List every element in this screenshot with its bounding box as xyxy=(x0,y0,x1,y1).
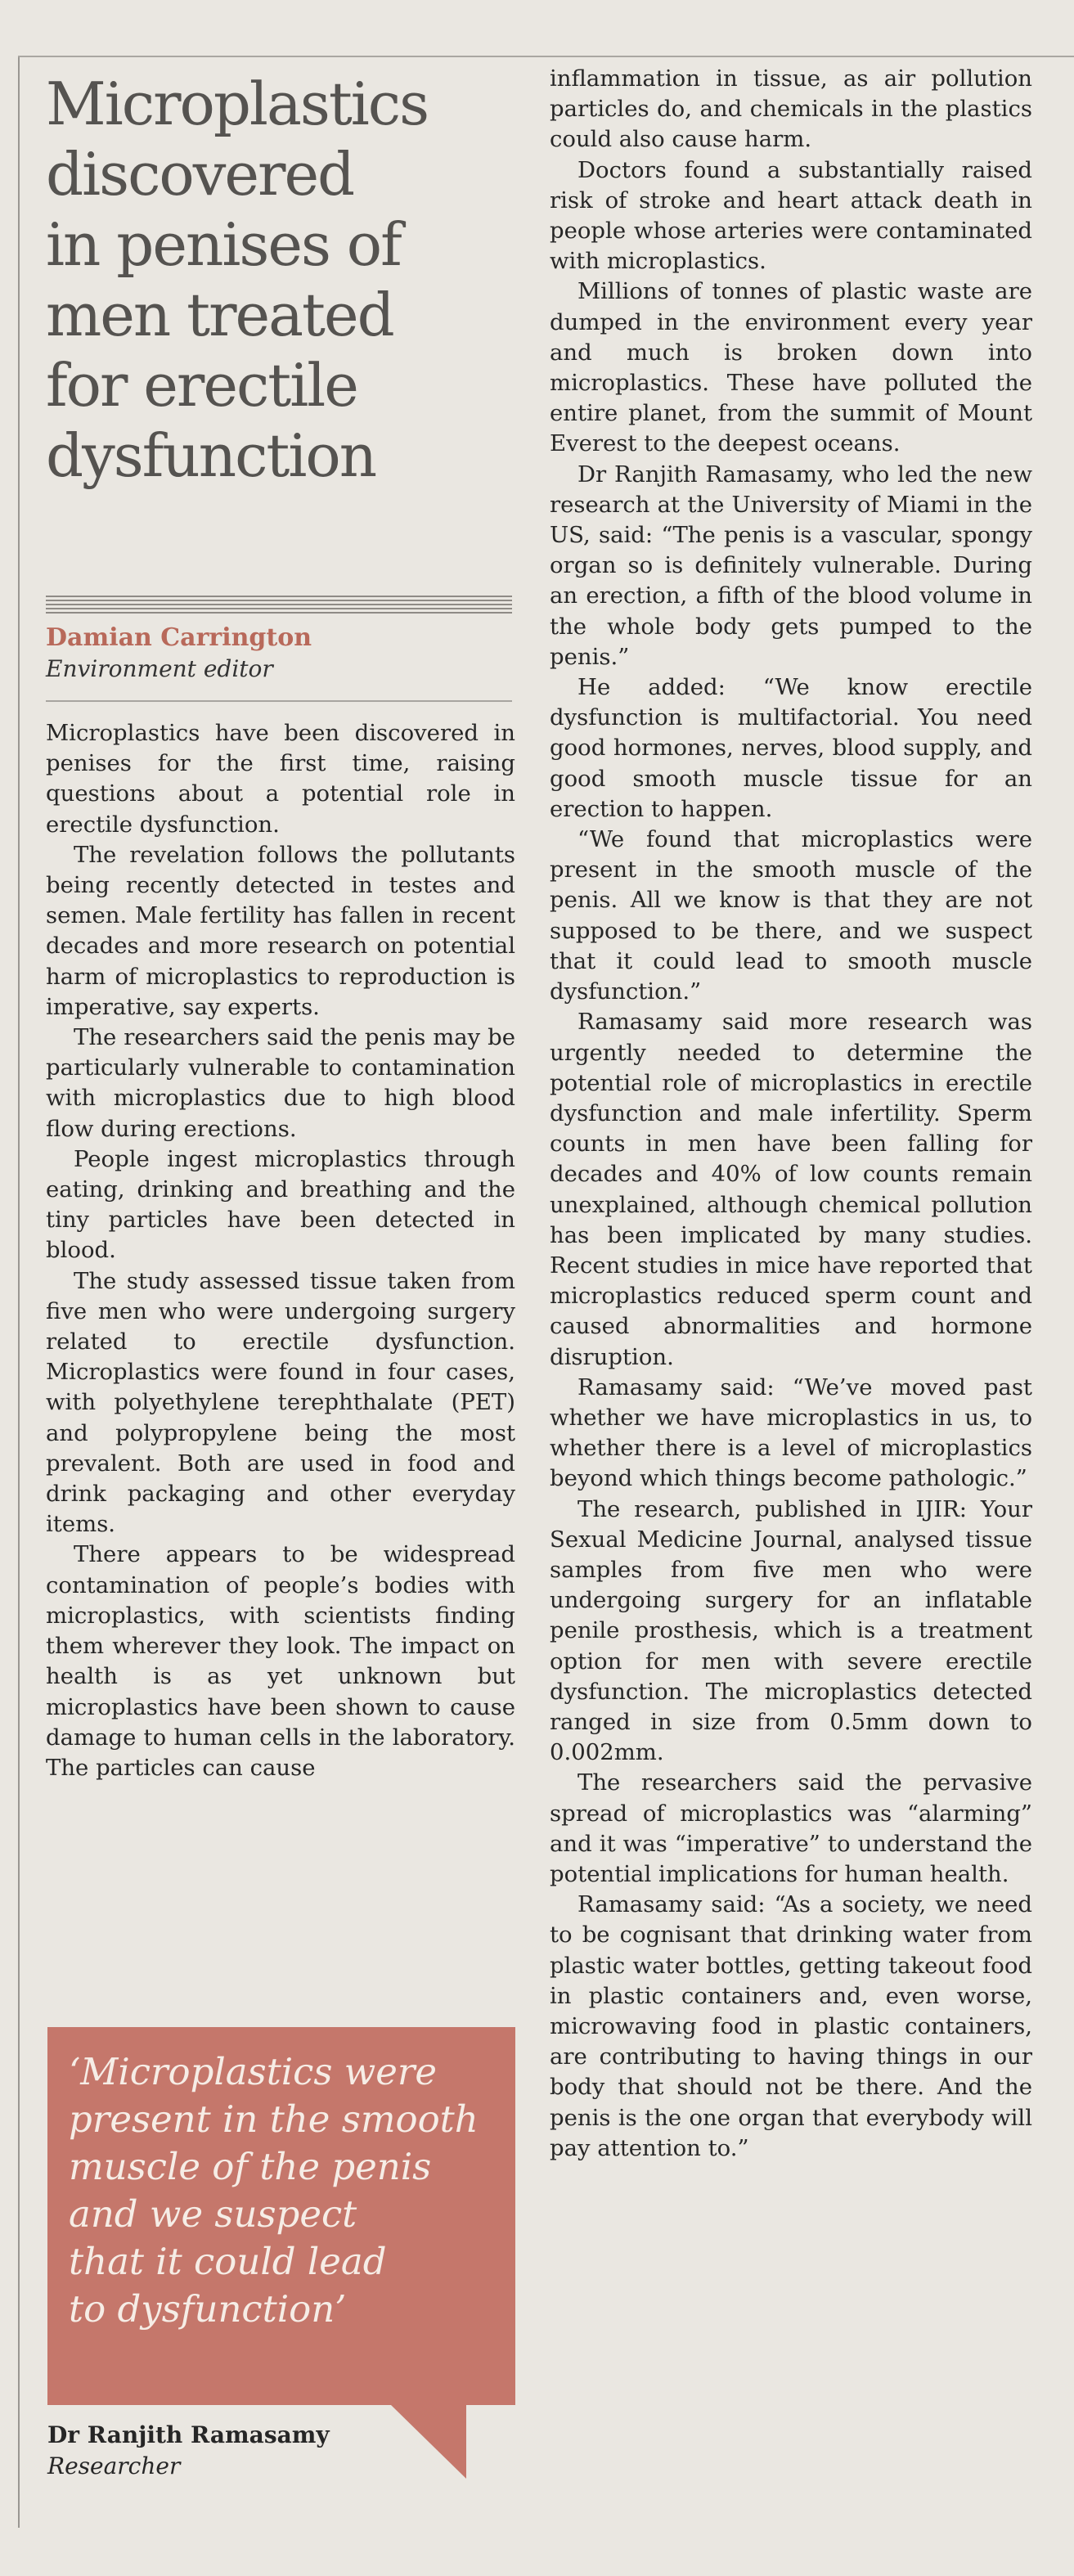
paragraph: Doctors found a substantially raised risk of stroke and heart attack death in people whose arteries were contaminated with microplastics. xyxy=(550,156,1032,275)
paragraph: Millions of tonnes of plastic waste are dumped in the environment every year and much is broken down into microplastics. These have polluted the entire planet, from the summit of Mount Everest to the deepest oceans. xyxy=(550,278,1032,457)
headline xyxy=(46,69,515,491)
pull-quote-attribution-role: Researcher xyxy=(47,2452,181,2479)
paragraph: The study assessed tissue taken from five men who were undergoing surgery related to erectile dysfunction. Microplastics were found in four cases, with polyethylene terephthalate (PET) and polypropylene being the most prevalent. Both are used in food and drink packaging and other everyday items. xyxy=(46,1267,515,1538)
right-column xyxy=(550,64,1032,2164)
pull-quote-tail xyxy=(391,2405,466,2479)
pull-quote-box xyxy=(47,2027,515,2405)
paragraph: The researchers said the pervasive spread of microplastics was “alarming” and it was “imperative” to understand the potential implications for human health. xyxy=(550,1769,1032,1887)
left-column-body xyxy=(46,718,515,1783)
paragraph: He added: “We know erectile dysfunction is multifactorial. You need good hormones, nerves, blood supply, and good smooth muscle tissue for an erection to happen. xyxy=(550,674,1032,822)
paragraph: The revelation follows the pollutants being recently detected in testes and semen. Male fertility has fallen in recent decades and more research on potential harm of microplastics to reproduction is imperative, say experts. xyxy=(46,841,515,1020)
byline-rule xyxy=(46,700,512,702)
paragraph: Ramasamy said: “As a society, we need to be cognisant that drinking water from plastic water bottles, getting takeout food in plastic containers and, even worse, microwaving food in plastic containers, are contributing to having things in our body that should not be there. And the penis is the one organ that everybody will pay attention to.” xyxy=(550,1891,1032,2161)
paragraph: Ramasamy said more research was urgently needed to determine the potential role of microplastics in erectile dysfunction and male infertility. Sperm counts in men have been falling for decades and 40% of low counts remain unexplained, although chemical pollution has been implicated by many studies. Recent studies in mice have reported that microplastics reduced sperm count and caused abnormalities and hormone disruption. xyxy=(550,1009,1032,1370)
paragraph: Ramasamy said: “We’ve moved past whether we have microplastics in us, to whether there is a level of microplastics beyond which things become pathologic.” xyxy=(550,1373,1032,1492)
headline-line: dysfunction xyxy=(46,421,376,490)
paragraph: There appears to be widespread contamination of people’s bodies with microplastics, with scientists finding them wherever they look. The impact on health is as yet unknown but microplastics have been shown to cause damage to human cells in the laboratory. The particles can cause xyxy=(46,1541,515,1781)
paragraph: “We found that microplastics were present in the smooth muscle of the penis. All we know is that they are not supposed to be there, and we suspect that it could lead to smooth muscle dysfunction.” xyxy=(550,826,1032,1005)
headline-line: Microplastics xyxy=(46,70,429,138)
headline-line: men treated xyxy=(46,281,393,349)
pull-quote-text xyxy=(69,2048,499,2333)
pull-quote-line: to dysfunction’ xyxy=(69,2287,347,2331)
pull-quote-line: that it could lead xyxy=(69,2240,387,2283)
byline-hatch-rule xyxy=(46,596,512,614)
pull-quote-line: present in the smooth xyxy=(69,2097,479,2141)
pull-quote-line: muscle of the penis xyxy=(69,2145,432,2188)
paragraph: The researchers said the penis may be particularly vulnerable to contamination with microplastics due to high blood flow during erections. xyxy=(46,1024,515,1142)
paragraph: The research, published in IJIR: Your Sexual Medicine Journal, analysed tissue samples from five men who were undergoing surgery for an inflatable penile prosthesis, which is a treatment option for men with severe erectile dysfunction. The microplastics detected ranged in size from 0.5mm down to 0.002mm. xyxy=(550,1495,1032,1766)
left-column-rule xyxy=(18,57,20,2528)
headline-line: for erectile xyxy=(46,351,357,420)
pull-quote-attribution-name: Dr Ranjith Ramasamy xyxy=(47,2421,330,2448)
pull-quote-line: ‘Microplastics were xyxy=(69,2050,438,2093)
byline-role: Environment editor xyxy=(46,655,273,682)
headline-line: in penises of xyxy=(46,210,401,279)
paragraph: Microplastics have been discovered in penises for the first time, raising questions about a potential role in erectile dysfunction. xyxy=(46,720,515,838)
paragraph: People ingest microplastics through eating, drinking and breathing and the tiny particles have been detected in blood. xyxy=(46,1145,515,1264)
paragraph: Dr Ranjith Ramasamy, who led the new research at the University of Miami in the US, said: “The penis is a vascular, spongy organ so is definitely vulnerable. During an erection, a fifth of the blood volume in the whole body gets pumped to the penis.” xyxy=(550,461,1032,670)
headline-line: discovered xyxy=(46,140,354,209)
paragraph: inflammation in tissue, as air pollution particles do, and chemicals in the plastics could also cause harm. xyxy=(550,65,1032,153)
left-column xyxy=(46,69,515,1783)
pull-quote-line: and we suspect xyxy=(69,2192,357,2236)
byline-author: Damian Carrington xyxy=(46,623,312,652)
top-rule xyxy=(18,56,1074,57)
